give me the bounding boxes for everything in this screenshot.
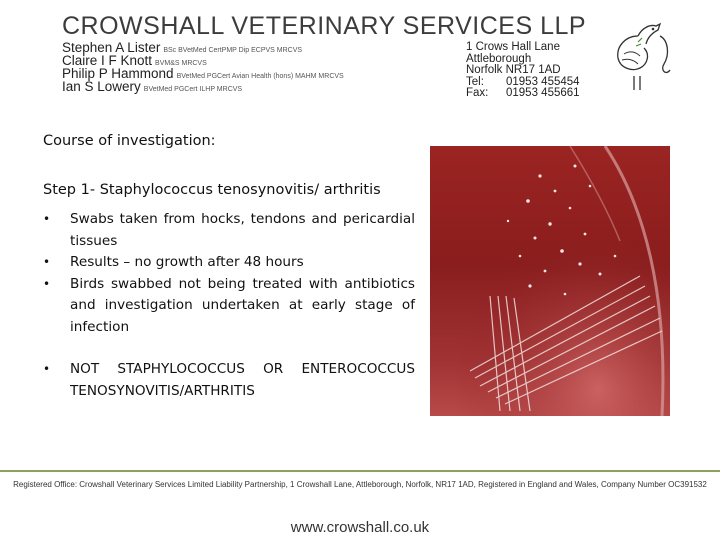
bullet-text: Results – no growth after 48 hours — [70, 254, 304, 270]
partner-qualifications: BVetMed PGCert Avian Health (hons) MAHM MRCVS — [176, 73, 344, 80]
crow-logo-icon — [608, 14, 678, 94]
address-line: Norfolk NR17 1AD — [466, 64, 561, 76]
partner-name: Stephen A Lister — [62, 40, 161, 55]
section-heading: Course of investigation: — [43, 133, 216, 149]
partners-list — [62, 41, 344, 93]
address-line: 1 Crows Hall Lane — [466, 41, 560, 53]
bullet-text: Birds swabbed not being treated with antibiotics and investigation undertaken at early stage of infection — [70, 275, 415, 335]
bullet-marker: • — [43, 212, 51, 226]
culture-plate-photo — [430, 146, 670, 416]
list-item — [43, 274, 415, 339]
bullet-marker: • — [43, 255, 51, 269]
bullet-marker: • — [43, 276, 51, 291]
partner-name: Claire I F Knott — [62, 53, 153, 68]
footer-divider — [0, 470, 720, 472]
partner-item — [62, 80, 344, 93]
agar-plate-image — [430, 146, 670, 416]
partner-name: Philip P Hammond — [62, 66, 174, 81]
address-block — [466, 42, 580, 100]
fax-label: Fax: — [466, 87, 489, 99]
fax-number: 01953 455661 — [506, 87, 580, 99]
list-item — [43, 252, 415, 274]
telephone-label: Tel: — [466, 75, 484, 88]
company-name: CROWSHALL VETERINARY SERVICES LLP — [62, 12, 587, 40]
fax — [466, 88, 580, 100]
list-item — [43, 359, 415, 402]
bullet-marker: • — [43, 362, 51, 376]
partner-qualifications: BSc BVetMed CertPMP Dip ECPVS MRCVS — [163, 47, 303, 54]
bullet-text: Swabs taken from hocks, tendons and pericardial tissues — [70, 211, 415, 249]
list-item — [43, 209, 415, 252]
partner-qualifications: BVetMed PGCert ILHP MRCVS — [143, 86, 243, 93]
partner-name: Ian S Lowery — [62, 79, 141, 94]
registered-office-text: Registered Office: Crowshall Veterinary Services Limited Liability Partnership, 1 Crowshall Lane, Attleborough, Norfolk, NR17 1AD, Registered in England and Wales, Company Number OC391532 — [13, 480, 707, 489]
bullet-text: NOT STAPHYLOCOCCUS OR ENTEROCOCCUS TENOSYNOVITIS/ARTHRITIS — [70, 361, 415, 399]
step-title: Step 1- Staphylococcus tenosynovitis/ arthritis — [43, 182, 381, 198]
address-line: Attleborough — [466, 52, 532, 65]
bullet-list — [43, 209, 415, 402]
website-url: www.crowshall.co.uk — [290, 519, 430, 536]
partner-qualifications: BVM&S MRCVS — [155, 60, 207, 67]
telephone-number: 01953 455454 — [506, 75, 580, 88]
